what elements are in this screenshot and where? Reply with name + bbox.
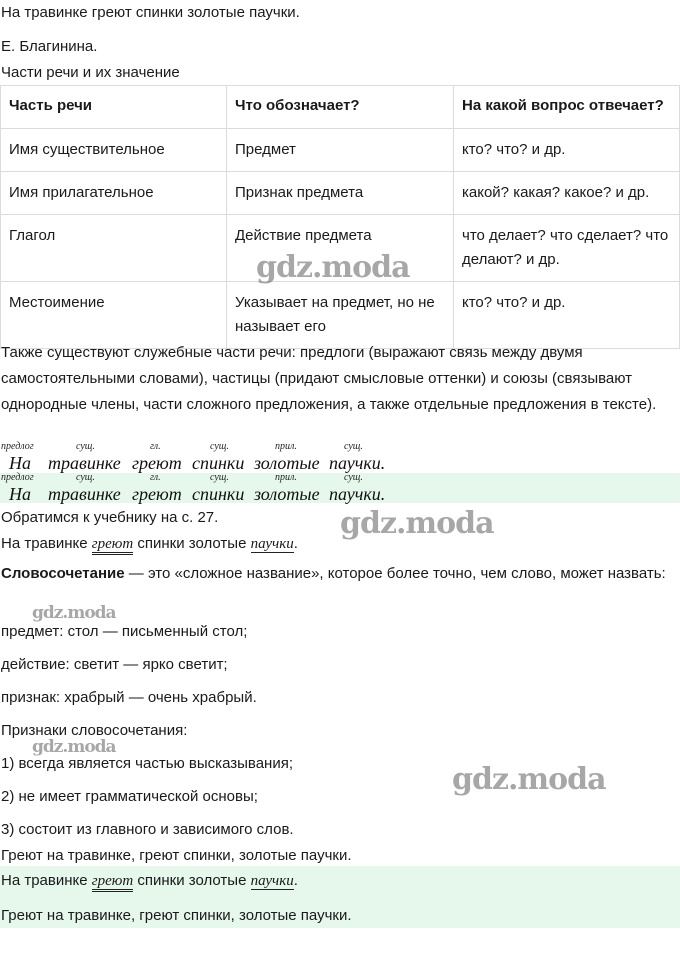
- watermark: gdz.moda: [256, 250, 410, 285]
- pos-tag: прил.: [275, 441, 297, 452]
- sentence-word: На: [9, 453, 31, 473]
- pos-tag: прил.: [275, 472, 297, 483]
- table-cell: что делает? что сделает? что делают? и др.: [454, 215, 680, 282]
- table-cell: кто? что? и др.: [454, 129, 680, 172]
- watermark: gdz.moda: [452, 762, 606, 797]
- parts-of-speech-table: [0, 85, 680, 349]
- table-row: [1, 282, 680, 349]
- table-caption: Части речи и их значение: [1, 64, 180, 81]
- table-cell: Признак предмета: [227, 172, 454, 215]
- phrase-definition: Словосочетание — это «сложное название», которое более точно, чем слово, может назвать:: [1, 565, 666, 582]
- pos-tag: предлог: [1, 441, 34, 452]
- top-sentence: На травинке греют спинки золотые паучки.: [1, 4, 300, 21]
- pos-tag: сущ.: [76, 472, 95, 483]
- sentence-word: травинке: [48, 484, 121, 504]
- table-cell: Предмет: [227, 129, 454, 172]
- phrase-example: действие: светит — ярко светит;: [1, 656, 228, 673]
- underlined-sentence-highlighted: На травинке греют спинки золотые паучки.: [0, 866, 680, 896]
- final-sentence-highlighted: Греют на травинке, греют спинки, золотые паучки.: [0, 896, 680, 928]
- subject-word: паучки: [250, 536, 294, 552]
- sentence-word: На: [9, 484, 31, 504]
- table-header: Что обозначает?: [227, 86, 454, 129]
- table-row: [1, 172, 680, 215]
- sign-item: 1) всегда является частью высказывания;: [1, 755, 293, 772]
- sign-item: 3) состоит из главного и зависимого слов.: [1, 821, 294, 838]
- subject-word: паучки: [250, 873, 294, 889]
- watermark: gdz.moda: [340, 506, 494, 541]
- sentence-word: паучки.: [329, 453, 386, 473]
- phrase-example: предмет: стол — письменный стол;: [1, 623, 248, 640]
- sentence-word: спинки: [192, 484, 245, 504]
- parsed-sentence: [0, 442, 680, 472]
- pos-tag: сущ.: [344, 472, 363, 483]
- phrase-term: Словосочетание: [1, 565, 125, 582]
- pos-tag: сущ.: [210, 472, 229, 483]
- sentence-word: паучки.: [329, 484, 386, 504]
- table-cell: кто? что? и др.: [454, 282, 680, 349]
- sentence-word: греют: [132, 453, 182, 473]
- phrase-example: признак: храбрый — очень храбрый.: [1, 689, 257, 706]
- service-parts-paragraph: Также существуют служебные части речи: предлоги (выражают связь между двумя самостоятельными словами), частицы (придают смысловые оттенки) и союзы (связывают однородные члены, части сложного предложения, а также отдельные предложения в тексте).: [1, 344, 657, 413]
- sentence-word: золотые: [254, 484, 320, 504]
- table-header: На какой вопрос отвечает?: [454, 86, 680, 129]
- pos-tag: сущ.: [344, 441, 363, 452]
- table-cell: Имя существительное: [1, 129, 227, 172]
- table-cell: какой? какая? какое? и др.: [454, 172, 680, 215]
- table-cell: Местоимение: [1, 282, 227, 349]
- signs-title: Признаки словосочетания:: [1, 722, 188, 739]
- table-row: [1, 129, 680, 172]
- watermark: gdz.moda: [32, 737, 116, 757]
- sentence-word: золотые: [254, 453, 320, 473]
- pos-tag: гл.: [150, 472, 161, 483]
- predicate-word: греют: [92, 873, 133, 892]
- pos-tag: сущ.: [76, 441, 95, 452]
- table-cell: Имя прилагательное: [1, 172, 227, 215]
- sign-item: 2) не имеет грамматической основы;: [1, 788, 258, 805]
- table-header: Часть речи: [1, 86, 227, 129]
- pos-tag: предлог: [1, 472, 34, 483]
- watermark: gdz.moda: [32, 603, 116, 623]
- parsed-sentence-highlighted: [0, 473, 680, 503]
- table-cell: Указывает на предмет, но не называет его: [227, 282, 454, 349]
- textbook-reference: Обратимся к учебнику на с. 27.: [1, 509, 219, 526]
- final-sentence: Греют на травинке, греют спинки, золотые паучки.: [1, 847, 352, 864]
- table-cell: Действие предмета: [227, 215, 454, 282]
- table-header-row: [1, 86, 680, 129]
- predicate-word: греют: [92, 536, 133, 555]
- sentence-word: греют: [132, 484, 182, 504]
- underlined-sentence: На травинке греют спинки золотые паучки.: [0, 534, 680, 554]
- author-line: Е. Благинина.: [1, 38, 98, 55]
- sentence-word: травинке: [48, 453, 121, 473]
- sentence-word: спинки: [192, 453, 245, 473]
- pos-tag: сущ.: [210, 441, 229, 452]
- table-cell: Глагол: [1, 215, 227, 282]
- pos-tag: гл.: [150, 441, 161, 452]
